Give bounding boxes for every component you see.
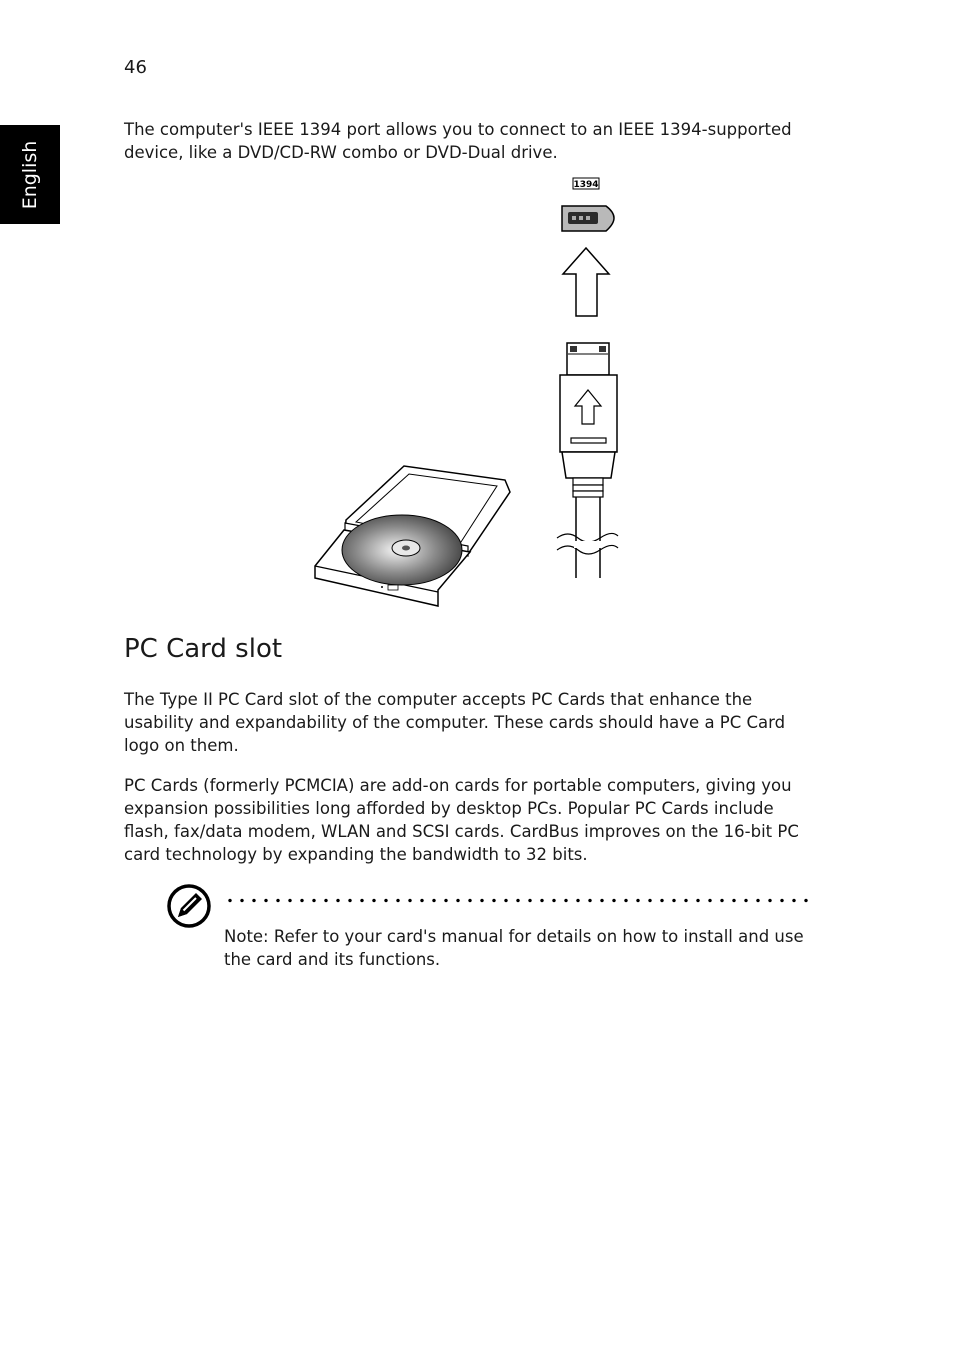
ieee1394-cable-connector-icon [557,343,618,578]
insert-arrow-icon [563,248,609,316]
note-pencil-icon [165,882,213,930]
note-text [224,925,814,971]
note-label: Note: [224,927,269,946]
ieee1394-connection-illustration [300,170,630,610]
note-body: Refer to your card's manual for details on how to install and use the card and its functions. [224,927,804,969]
language-tab [0,125,60,224]
section-heading: PC Card slot [124,634,283,664]
section-paragraph-2: PC Cards (formerly PCMCIA) are add-on cards for portable computers, giving you expansion possibilities long afforded by desktop PCs. Popular PC Cards include flash, fax/data modem, WLAN and SCSI cards. CardBus improves on the 16-bit PC card technology by expanding the bandwidth to 32 bits. [124,776,799,864]
language-tab-label: English [19,140,41,210]
ieee1394-port-icon [562,206,614,231]
note-divider [224,898,812,903]
port-label-text: 1394 [573,180,599,190]
external-optical-drive-icon [315,466,510,606]
section-paragraph-1: The Type II PC Card slot of the computer accepts PC Cards that enhance the usability and expandability of the computer. These cards should have a PC Card logo on them. [124,690,786,755]
page-number: 46 [124,57,147,78]
port-label [573,178,599,190]
intro-paragraph: The computer's IEEE 1394 port allows you to connect to an IEEE 1394-supported device, like a DVD/CD-RW combo or DVD-Dual drive. [124,120,792,162]
